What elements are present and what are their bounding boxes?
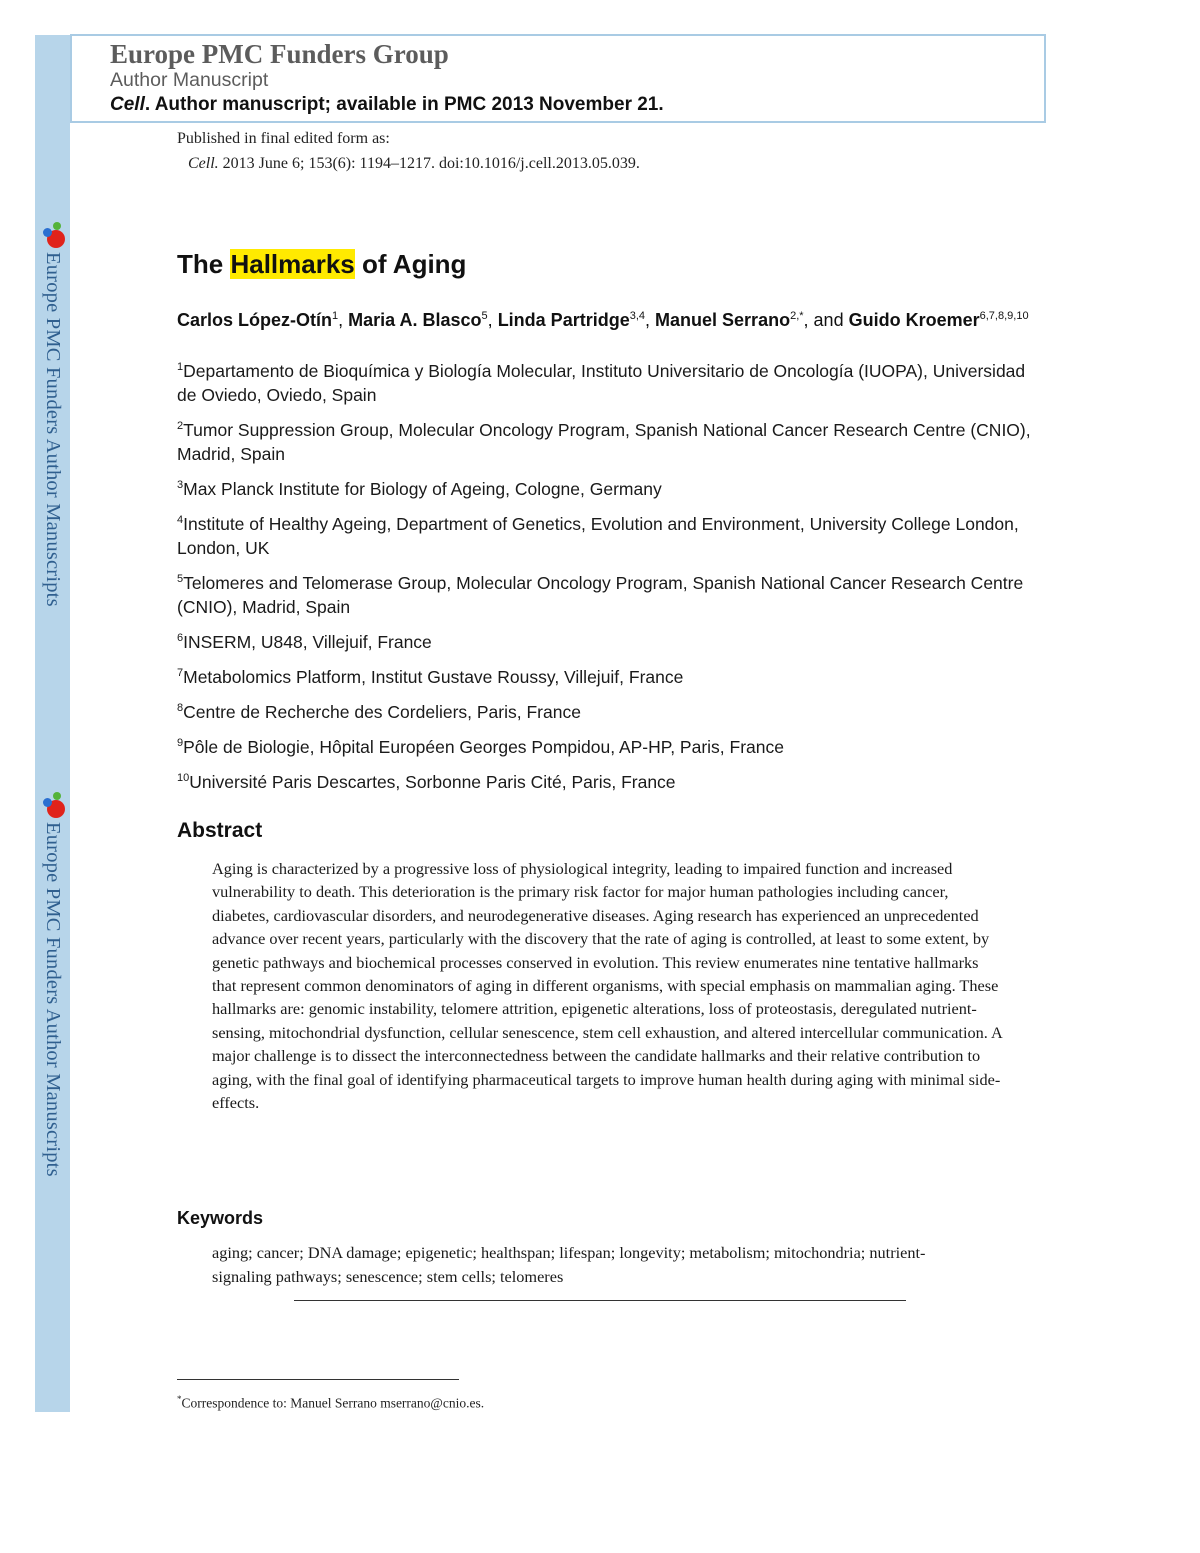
citation-text: 2013 June 6; 153(6): 1194–1217. doi:10.1016/j.cell.2013.05.039. (218, 155, 640, 172)
sidebar-label-top (35, 222, 70, 607)
europe-pmc-logo-icon (40, 222, 66, 248)
author-list: Carlos López-Otín$^1$, Maria A. Blasco$^5$, Linda Partridge$^{3,4}$, Manuel Serrano$^{2,*}$, and Guido Kroemer$^{6,7,8,9,10}$ (177, 310, 1029, 330)
highlighted-term: Hallmarks (230, 249, 355, 279)
affiliation: $^5$Telomeres and Telomerase Group, Molecular Oncology Program, Spanish National Cancer Research Centre (CNIO), Madrid, Spain (177, 573, 1024, 617)
manuscript-type: Author Manuscript (110, 69, 269, 91)
citation-journal: Cell. (188, 155, 219, 172)
correspondence-footnote: *Correspondence to: Manuel Serrano mserrano@cnio.es. (177, 1394, 485, 1411)
affiliation: $^1$Departamento de Bioquímica y Biología Molecular, Instituto Universitario de Oncología (IUOPA), Universidad de Oviedo, Oviedo, Spain (177, 361, 1026, 405)
affiliation: $^2$Tumor Suppression Group, Molecular Oncology Program, Spanish National Cancer Research Centre (CNIO), Madrid, Spain (177, 420, 1031, 464)
europe-pmc-logo-icon (40, 792, 66, 818)
sidebar-label-bottom (35, 792, 70, 1177)
section-divider (294, 1300, 906, 1301)
keywords-text: aging; cancer; DNA damage; epigenetic; healthspan; lifespan; longevity; metabolism; mitochondria; nutrient-signaling pathways; senescence; stem cells; telomeres (212, 1243, 926, 1286)
author-name: Guido Kroemer (848, 310, 980, 330)
citation (188, 155, 640, 173)
funders-group-title: Europe PMC Funders Group (110, 39, 449, 69)
manuscript-header (70, 34, 1046, 123)
keywords-heading: Keywords (177, 1208, 264, 1228)
sidebar-label-text: Europe PMC Funders Author Manuscripts (42, 252, 64, 607)
affiliation: $^9$Pôle de Biologie, Hôpital Européen Georges Pompidou, AP-HP, Paris, France (177, 737, 784, 757)
abstract-heading: Abstract (177, 819, 263, 842)
availability-text: . Author manuscript; available in PMC 2013 November 21. (144, 94, 664, 115)
affiliation: $^{10}$Université Paris Descartes, Sorbonne Paris Cité, Paris, France (177, 772, 676, 792)
affiliation: $^3$Max Planck Institute for Biology of Ageing, Cologne, Germany (177, 479, 662, 499)
affiliation: $^8$Centre de Recherche des Cordeliers, Paris, France (177, 702, 581, 722)
author-name: Carlos López-Otín (177, 310, 333, 330)
author-name: Linda Partridge (497, 310, 630, 330)
author-name: Maria A. Blasco (348, 310, 482, 330)
affiliation: $^6$INSERM, U848, Villejuif, France (177, 632, 432, 652)
published-label: Published in final edited form as: (177, 130, 390, 147)
footnote-divider (177, 1379, 459, 1380)
author-name: Manuel Serrano (655, 310, 791, 330)
affiliation: $^7$Metabolomics Platform, Institut Gustave Roussy, Villejuif, France (177, 667, 684, 687)
article-title: The Hallmarks of Aging (177, 249, 467, 279)
sidebar-label-text: Europe PMC Funders Author Manuscripts (42, 822, 64, 1177)
journal-name: Cell (110, 94, 145, 115)
availability-line (110, 94, 664, 116)
affiliation: $^4$Institute of Healthy Ageing, Department of Genetics, Evolution and Environment, University College London, London, UK (177, 514, 1019, 558)
abstract-text: Aging is characterized by a progressive loss of physiological integrity, leading to impaired function and increased vulnerability to death. This deterioration is the primary risk factor for major human pathologies including cancer, diabetes, cardiovascular disorders, and neurodegenerative diseases. Aging research has experienced an unprecedented advance over recent years, particularly with the discovery that the rate of aging is controlled, at least to some extent, by genetic pathways and biochemical processes conserved in evolution. This review enumerates nine tentative hallmarks that represent common denominators of aging in different organisms, with special emphasis on mammalian aging. These hallmarks are: genomic instability, telomere attrition, epigenetic alterations, loss of proteostasis, deregulated nutrient-sensing, mitochondrial dysfunction, cellular senescence, stem cell exhaustion, and altered intercellular communication. A major challenge is to dissect the interconnectedness between the candidate hallmarks and their relative contribution to aging, with the final goal of identifying pharmaceutical targets to improve human health during aging with minimal side-effects. (212, 859, 1002, 1113)
